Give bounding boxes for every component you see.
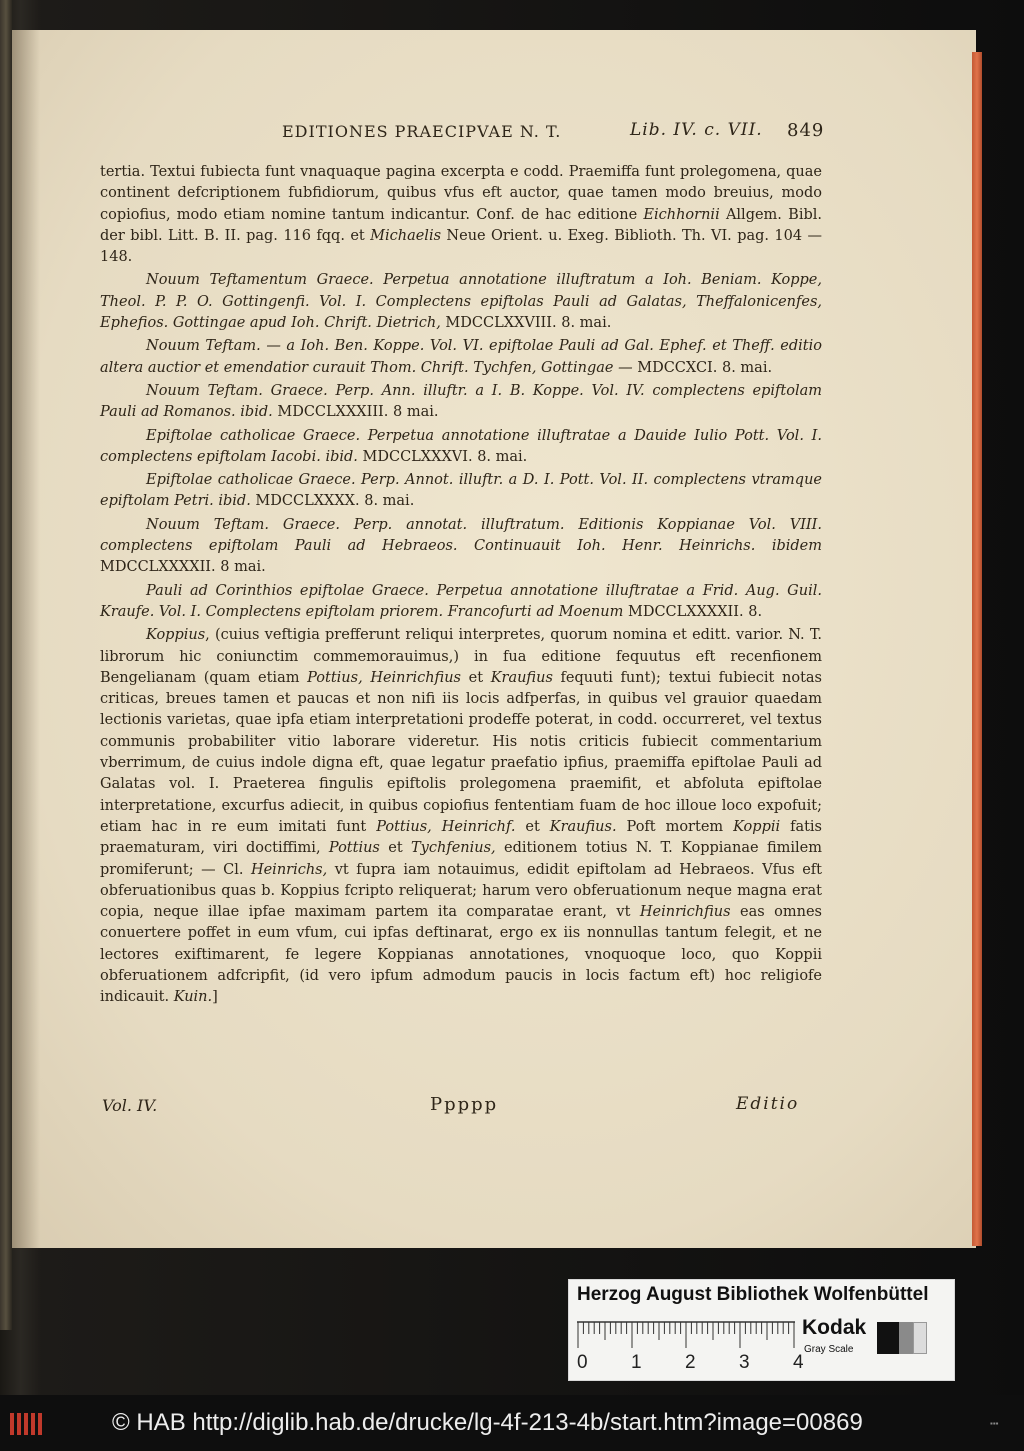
text-run: ]	[212, 989, 218, 1006]
text-run: MDCCLXXXVI. 8. mai.	[362, 448, 528, 465]
gray-block-black	[877, 1322, 899, 1354]
text-run: vt fupra iam notauimus, edidit epiftolam ad Hebraeos. Vfus eft obferuationibus quas b. Koppius fcripto reliquerat; harum vero obferuationum neque magna erat copia, neque illae ipfae maximam partem ita comparatae erant, vt	[100, 861, 822, 921]
ruler-number: 4	[793, 1352, 804, 1373]
text-run: Kuin.	[173, 989, 213, 1006]
ruler-number: 0	[577, 1352, 588, 1373]
gray-block-mid	[899, 1322, 913, 1354]
footer-bar	[0, 1395, 1024, 1451]
volume-mark: Vol. IV.	[102, 1096, 158, 1115]
edition-entry	[100, 336, 822, 379]
gray-scale-blocks	[877, 1322, 927, 1354]
text-run: MDCCLXXXIII. 8 mai.	[277, 404, 439, 421]
text-run: et	[379, 840, 411, 857]
running-head	[282, 118, 842, 148]
text-run: Pottius, Heinrichfius	[307, 669, 462, 686]
text-paragraph	[100, 162, 822, 268]
running-head-reference: Lib. IV. c. VII.	[630, 120, 763, 140]
catchword: Editio	[736, 1094, 800, 1114]
signature-line	[100, 1094, 822, 1122]
text-run: Pottius	[328, 840, 380, 857]
text-run: Nouum Teftamentum Graece. Perpetua annotatione illuftratum a Ioh. Beniam. Koppe, Theol. P. P. O. Gottingenfi. Vol. I. Complectens epiftolas Pauli ad Galatas, Theffalonicenfes, Ephefios. Gottingae apud Ioh. Chrift. Dietrich,	[100, 272, 822, 332]
body-text	[100, 160, 822, 1080]
ruler-number: 3	[739, 1352, 750, 1373]
edition-entry	[100, 381, 822, 424]
hab-logo-icon	[8, 1409, 46, 1439]
text-run: fequuti funt); textui fubiecit notas criticas, breues tamen et paucas et non nifi iis locis adfperfas, in quibus vel grauior quaedam lectionis varietas, quae ipfa etiam interpretationi prodeffe poterat, in codd. occurreret, vel textus communis probabiliter vitio laborare videretur. His notis criticis fubiecit commentarium vberrimum, de cuius indole digna eft, quae legatur praefatio ipfius, praemiffa epiftolae Pauli ad Galatas vol. I. Praeterea fingulis epiftolis prolegomena praemifit, et abfoluta epiftolae interpretatione, excurfus adiecit, in quibus copiofius fententiam fuam de hoc illoue loco expofuit; etiam hac in re eum imitati funt	[100, 669, 822, 835]
edition-entry	[100, 270, 822, 334]
text-run: MDCCXCI. 8. mai.	[637, 359, 773, 376]
footer-dots-icon: ▪▪▪	[990, 1419, 999, 1428]
text-run: Eichhornii	[643, 206, 720, 223]
text-run: Koppii	[733, 818, 781, 835]
text-run: Nouum Teftam. Graece. Perp. Ann. illuftr. a I. B. Koppe. Vol. IV. complectens epiftolam Pauli ad Romanos. ibid.	[100, 382, 822, 421]
running-head-title: EDITIONES PRAECIPVAE N. T.	[282, 122, 562, 141]
text-run: Nouum Teftam. — a Ioh. Ben. Koppe. Vol. VI. epiftolae Pauli ad Gal. Ephef. et Theff. editio altera auctior et emendatior curauit Thom. Chrift. Tychfen, Gottingae —	[100, 338, 822, 376]
page-gutter-shadow	[12, 30, 40, 1248]
copyright-url[interactable]: © HAB http://diglib.hab.de/drucke/lg-4f-213-4b/start.htm?image=00869	[112, 1409, 863, 1436]
text-run: tertia. Textui fubiecta funt vnaquaque pagina excerpta e codd. Praemiffa funt prolegomena, quae continent defcriptionem fubfidiorum, quibus vfus eft auctor, quae tamen modo breuius, modo copiofius, modo etiam nomine tantum indicantur. Conf. de hac editione	[100, 164, 822, 223]
text-run: fatis praematuram, viri doctiffimi,	[100, 818, 822, 857]
page-number: 849	[787, 120, 825, 141]
text-run: Heinrichs,	[250, 861, 328, 878]
edition-entry	[100, 581, 822, 624]
library-name: Herzog August Bibliothek Wolfenbüttel	[577, 1284, 929, 1305]
gray-block-light	[913, 1322, 927, 1354]
text-run: Epiftolae catholicae Graece. Perp. Annot. illuftr. a D. I. Pott. Vol. II. complectens vtramque epiftolam Petri. ibid.	[100, 472, 822, 510]
edition-entry	[100, 426, 822, 469]
text-run: Tychfenius,	[411, 840, 496, 857]
text-run: Heinrichfius	[639, 904, 731, 921]
kodak-label	[802, 1316, 872, 1360]
text-run: MDCCLXXXX. 8. mai.	[255, 493, 415, 510]
text-run: MDCCLXXVIII. 8. mai.	[445, 315, 612, 332]
text-run: Nouum Teftam. Graece. Perp. annotat. illuftratum. Editionis Koppianae Vol. VIII. complectens epiftolam Pauli ad Hebraeos. Continuauit Ioh. Henr. Heinrichs. ibidem	[100, 516, 822, 555]
gray-scale-label: Gray Scale	[804, 1344, 854, 1355]
text-run: et	[515, 818, 550, 835]
text-run: et	[461, 669, 491, 686]
edition-entry	[100, 470, 822, 513]
text-run: eas omnes conuertere poffet in eum vfum, cui ipfas deftinarat, ergo ex iis nonnullas tantum felegit, et ne lectores exiftimarent, fe legere Koppianas annotationes, vnoquoque loco, quo Koppii obferuationem adfcripfit, (id vero ipfum admodum paucis in locis factum eft) hoc religiofe indicauit.	[100, 904, 822, 1006]
ruler-number: 1	[631, 1352, 642, 1373]
text-run: Epiftolae catholicae Graece. Perpetua annotatione illuftratae a Dauide Iulio Pott. Vol. I. complectens epiftolam Iacobi. ibid.	[100, 427, 822, 465]
signature-mark: Ppppp	[430, 1094, 499, 1115]
text-run: MDCCLXXXXII. 8.	[627, 603, 763, 620]
text-run: Koppius	[146, 627, 206, 644]
kodak-brand: Kodak	[802, 1316, 867, 1339]
text-run: , (cuius veftigia prefferunt reliqui interpretes, quorum nomina et editt. varior. N. T. librorum hic coniunctim commemorauimus,) in fua editione fequutus eft recenfionem Bengelianam (quam etiam	[100, 627, 822, 686]
ruler-numbers	[577, 1352, 804, 1376]
color-calibration-bar	[568, 1279, 955, 1381]
ruler-number: 2	[685, 1352, 696, 1373]
text-run: Kraufius.	[549, 818, 617, 835]
text-run: Pauli ad Corinthios epiftolae Graece. Perpetua annotatione illuftratae a Frid. Aug. Guil. Kraufe. Vol. I. Complectens epiftolam priorem. Francofurti ad Moenum	[100, 582, 822, 620]
text-paragraph	[100, 625, 822, 1008]
ruler-ticks	[577, 1320, 795, 1350]
red-fore-edge	[972, 52, 982, 1246]
text-run: Allgem. Bibl. der bibl. Litt. B. II. pag. 116 fqq. et	[100, 206, 822, 244]
text-run: Michaelis	[370, 227, 442, 244]
adjacent-leaf-edge	[0, 0, 12, 1330]
text-run: Neue Orient. u. Exeg. Biblioth. Th. VI. pag. 104 — 148.	[100, 227, 822, 266]
text-run: Poft mortem	[616, 818, 734, 835]
measurement-ruler	[577, 1320, 804, 1373]
text-run: Pottius, Heinrichf.	[376, 818, 516, 835]
text-run: MDCCLXXXXII. 8 mai.	[100, 559, 266, 576]
text-run: editionem totius N. T. Koppianae fimilem promiferunt; — Cl.	[100, 840, 822, 878]
edition-entry	[100, 515, 822, 579]
text-run: Kraufius	[490, 669, 553, 686]
